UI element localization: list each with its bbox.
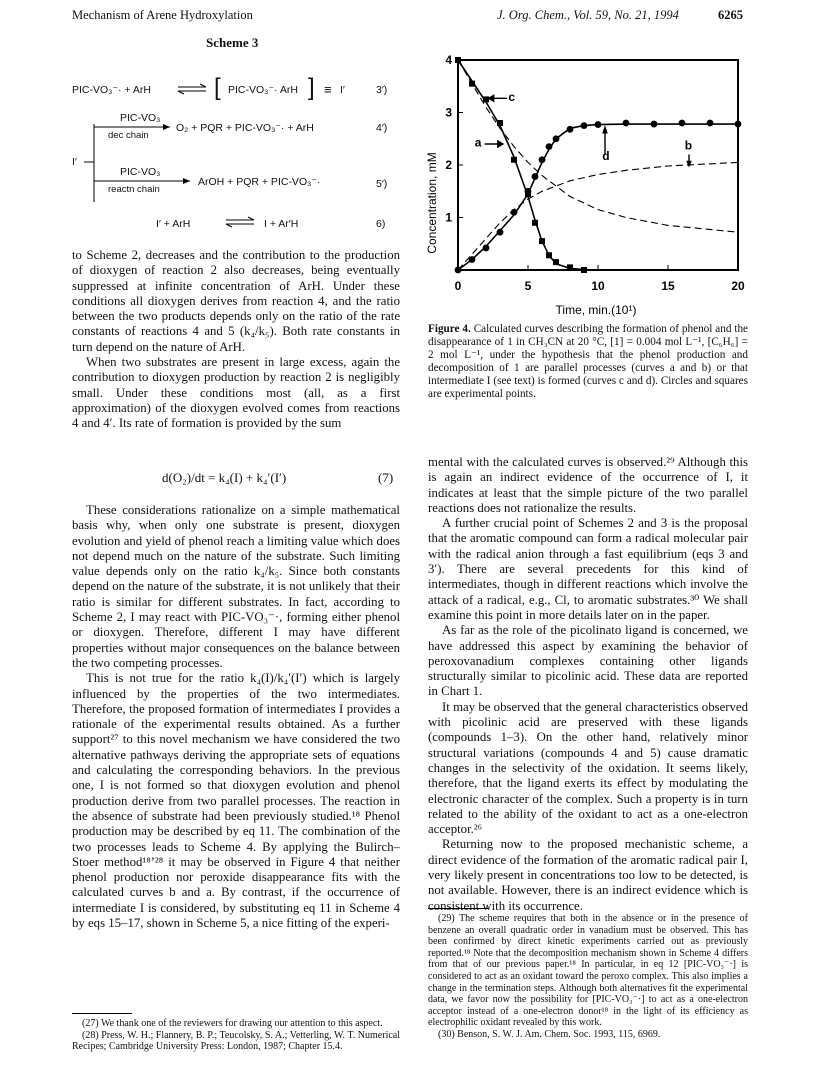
eq5-products: ArOH + PQR + PIC-VO₃⁻· bbox=[198, 176, 321, 188]
paragraph: mental with the calculated curves is observed.²⁹ Although this is again an indirect evidence of the occurrence of I, it indicates at least that the simple picture of the two parallel reactions does not rationalize the results. bbox=[428, 455, 748, 515]
eq3-lhs: PIC-VO₃⁻· + ArH bbox=[72, 84, 151, 96]
eq6-number: 6) bbox=[376, 218, 386, 230]
data-point-circle bbox=[469, 256, 476, 263]
arrowhead-b bbox=[686, 161, 692, 168]
curve-label-c: c bbox=[508, 89, 516, 104]
data-point-circle bbox=[595, 121, 602, 128]
data-point-square bbox=[567, 264, 573, 270]
page-number: 6265 bbox=[718, 8, 743, 22]
data-point-square bbox=[546, 252, 552, 258]
figure-4-chart bbox=[418, 48, 758, 318]
right-footnotes bbox=[428, 913, 748, 1041]
data-point-square bbox=[539, 238, 545, 244]
eq5-reagent: PIC-VO₃ bbox=[120, 166, 161, 178]
data-point-circle bbox=[546, 143, 553, 150]
eq4-condition: dec chain bbox=[108, 130, 149, 141]
branch-label: I′ bbox=[72, 156, 77, 168]
footnote-rule-right bbox=[428, 908, 488, 909]
x-tick-label: 5 bbox=[524, 279, 532, 293]
paragraph: Returning now to the proposed mechanistic scheme, a direct evidence of the formation of the aromatic radical pair I, very likely present in concentrations too low to be detected, is not available. However, there is an indirect evidence which is consistent with its occurrence. bbox=[428, 837, 748, 913]
eq6-rhs: I + Ar′H bbox=[264, 218, 299, 230]
data-point-circle bbox=[483, 245, 490, 252]
y-axis-label: Concentration, mM bbox=[425, 152, 439, 254]
running-header-left: Mechanism of Arene Hydroxylation bbox=[72, 8, 253, 22]
data-point-circle bbox=[707, 120, 714, 127]
eq4-reagent: PIC-VO₃ bbox=[120, 112, 161, 124]
paragraph: to Scheme 2, decreases and the contribution to the production of dioxygen of reaction 2 also decreases, being eventually suppressed at infinite concentration of ArH. Under these conditions all dioxygen derives from reaction 4, and the ratio between the two products depends only on the ratio of the rate constants of reactions 4 and 5 (k₄/k₅). Both rate constants in turn depend on the nature of ArH. bbox=[72, 248, 400, 354]
equation-7: d(O₂)/dt = k₄(I) + k₄′(I′) bbox=[162, 470, 287, 485]
data-point-circle bbox=[539, 156, 546, 163]
paragraph: As far as the role of the picolinato ligand is concerned, we have addressed this aspect by examining the behavior of peroxovanadium complexes containing other ligands structurally similar to picolinic acid. These data are reported in Chart 1. bbox=[428, 623, 748, 699]
x-tick-label: 20 bbox=[731, 279, 745, 293]
figure-caption bbox=[428, 323, 748, 401]
paragraph: A further crucial point of Schemes 2 and 3 is the proposal that the aromatic compound can form a radical molecular pair with the radical anion through a fast equilibrium (eqs 3 and 3′). There are several precedents for this kind of intermediates, though in different reactions which involve the attack of a radical, e.g., Cl, to aromatic substrates.³⁰ We shall examine this point in more details later on in the paper. bbox=[428, 516, 748, 622]
x-axis-label: Time, min.(10¹) bbox=[555, 303, 637, 317]
data-point-circle bbox=[497, 229, 504, 236]
left-column-upper bbox=[72, 248, 400, 432]
eq3-mid: PIC-VO₃⁻· ArH bbox=[228, 84, 298, 96]
left-column-lower bbox=[72, 503, 400, 931]
data-point-circle bbox=[532, 173, 539, 180]
figure-caption-text: Calculated curves describing the formation of phenol and the disappearance of 1 in CH₃CN at 20 °C, [1] = 0.004 mol L⁻¹, [C₆H₆] = 2 mol L⁻¹, under the hypothesis that the phenol production and decomposition of 1 are parallel processes (curves a and b) or that intermediate I (see text) is formed (curves c and d). Circles and squares are experimental points. bbox=[428, 323, 749, 400]
data-point-square bbox=[483, 96, 489, 102]
series-line-c bbox=[458, 60, 738, 270]
equilibrium-arrow bbox=[176, 82, 208, 96]
eq5-condition: reactn chain bbox=[108, 184, 160, 195]
arrowhead-d bbox=[602, 125, 608, 133]
equilibrium-arrow-2 bbox=[224, 215, 256, 229]
footnote-28: (28) Press, W. H.; Flannery, B. P.; Teucolsky, S. A.; Vetterling, W. T. Numerical Recipes; Cambridge University Press: London, 1987; Chapter 15.4. bbox=[72, 1029, 400, 1053]
paragraph: When two substrates are present in large excess, again the contribution to dioxygen production by reaction 2 is negligibly small. Under these conditions most (all, as a first approximation) of the dioxygen evolved comes from reactions 4 and 4′. Its rate of formation is provided by the sum bbox=[72, 355, 400, 431]
eq3-number: 3′) bbox=[376, 84, 388, 96]
eq3-rhs: I′ bbox=[340, 84, 345, 96]
series-line-b bbox=[458, 162, 738, 270]
y-tick-label: 1 bbox=[445, 210, 452, 225]
data-point-circle bbox=[651, 121, 658, 128]
scheme-title: Scheme 3 bbox=[206, 35, 259, 50]
bracket-right: ] bbox=[308, 74, 315, 101]
data-point-square bbox=[553, 259, 559, 265]
data-point-circle bbox=[679, 120, 686, 127]
x-tick-label: 0 bbox=[454, 279, 462, 293]
data-point-square bbox=[581, 267, 587, 273]
curve-label-d: d bbox=[602, 148, 610, 163]
paragraph: This is not true for the ratio k₄(I)/k₄′(I′) which is largely influenced by the properties of the two intermediates. Therefore, the proposed formation of intermediates I provides a rationale of the experimental results obtained. As a further support²⁷ to this novel mechanism we have considered the two alternative pathways deriving the appropriate sets of equations and calculating the corresponding behaviors. In the previous one, I is not formed so that dioxygen evolution and phenol production derive from two parallel processes. The reaction in the absence of substrate had been previously studied.¹⁸ Phenol production may be described by eq 11. The combination of the two processes leads to Scheme 4. By applying the Bulirch–Stoer method¹⁸ʼ²⁸ it may be observed in Figure 4 that neither phenol production nor peroxide disappearance fits with the calculated curves b and a. By contrast, if the occurrence of intermediate I is considered, by substituting eq 11 in Scheme 4 by eqs 15–17, shown in Scheme 5, a nice fitting of the experi- bbox=[72, 671, 400, 931]
data-point-square bbox=[497, 120, 503, 126]
y-tick-label: 4 bbox=[445, 53, 452, 67]
data-point-square bbox=[525, 191, 531, 197]
footnote-29: (29) The scheme requires that both in the absence or in the presence of benzene an overall quadratic order in vanadium must be observed. This has been confirmed by direct kinetic experiments carried out as previously reported.¹⁸ Note that the decomposition mechanism shown in Scheme 4 differs from that of our previous paper.¹⁸ In particular, in eq 12 [PIC-VO₃⁻·] is considered to act as an oxidant toward the peroxo complex. This also implies a change in the termination steps. Although both alternatives fit the experimental data, we favor now the possibility for [PIC-VO₃⁻·] to act as a one-electron acceptor instead of a one-electron donor¹⁸ in the light of its efficiency as electrophilic oxidant revealed by this work. bbox=[428, 913, 748, 1029]
data-point-circle bbox=[581, 122, 588, 129]
eq6-lhs: I′ + ArH bbox=[156, 218, 191, 230]
plot-frame bbox=[458, 60, 738, 270]
eq4-number: 4′) bbox=[376, 122, 388, 134]
data-point-circle bbox=[623, 120, 630, 127]
x-tick-label: 15 bbox=[661, 279, 675, 293]
eq5-number: 5′) bbox=[376, 178, 388, 190]
identity-sign: ≡ bbox=[324, 82, 332, 97]
data-point-square bbox=[532, 220, 538, 226]
footnote-27: (27) We thank one of the reviewers for drawing our attention to this aspect. bbox=[82, 1018, 383, 1029]
figure-4 bbox=[418, 48, 758, 318]
data-point-square bbox=[511, 157, 517, 163]
data-point-circle bbox=[455, 267, 462, 274]
x-tick-label: 10 bbox=[591, 279, 605, 293]
journal-citation: J. Org. Chem., Vol. 59, No. 21, 1994 bbox=[497, 8, 679, 22]
paragraph: These considerations rationalize on a simple mathematical basis why, when only one substrate is present, dioxygen evolution and yield of phenol reach a limiting value which does not depend much on the nature of the substrate. Such limiting value depends only on the ratio k₄/k₅. Since both constants depend on the nature of the substrate, it is not unlikely that their ratio is similar for different substrates. In fact, according to Scheme 2, I may react with PIC-VO₃⁻·, forming either phenol or dioxygen. Therefore, different I may have different properties without major consequences on the balance between the two competing processes. bbox=[72, 503, 400, 670]
curve-label-b: b bbox=[684, 138, 693, 153]
footnote-30: (30) Benson, S. W. J. Am. Chem. Soc. 1993, 115, 6969. bbox=[438, 1028, 661, 1040]
curve-label-a: a bbox=[474, 135, 482, 150]
data-point-square bbox=[469, 81, 475, 87]
data-point-circle bbox=[735, 121, 742, 128]
eq4-products: O₂ + PQR + PIC-VO₃⁻· + ArH bbox=[176, 122, 314, 134]
scheme-3 bbox=[72, 58, 402, 233]
arrowhead-a bbox=[497, 140, 504, 148]
y-tick-label: 2 bbox=[445, 158, 452, 172]
bracket-left: [ bbox=[214, 74, 221, 101]
footnote-rule bbox=[72, 1013, 132, 1014]
data-point-square bbox=[455, 57, 461, 63]
data-point-circle bbox=[511, 209, 518, 216]
data-point-circle bbox=[567, 126, 574, 133]
right-column bbox=[428, 455, 748, 914]
y-tick-label: 3 bbox=[445, 105, 452, 120]
data-point-circle bbox=[553, 135, 560, 142]
paragraph: It may be observed that the general characteristics observed with picolinic acid are preserved with these ligands (compounds 1–3). On the other hand, relatively minor structural variations (compounds 4 and 5) cause dramatic changes in the selectivity of the oxidation. It seems likely, therefore, that the ligand exerts its effect by modulating the electronic character of the complex. Such a property is in turn related to the ability of the oxidant to act as a one-electron acceptor.²⁶ bbox=[428, 699, 748, 837]
left-footnotes bbox=[72, 1018, 400, 1053]
equation-7-number: (7) bbox=[378, 470, 394, 485]
figure-caption-label: Figure 4. bbox=[428, 323, 471, 335]
